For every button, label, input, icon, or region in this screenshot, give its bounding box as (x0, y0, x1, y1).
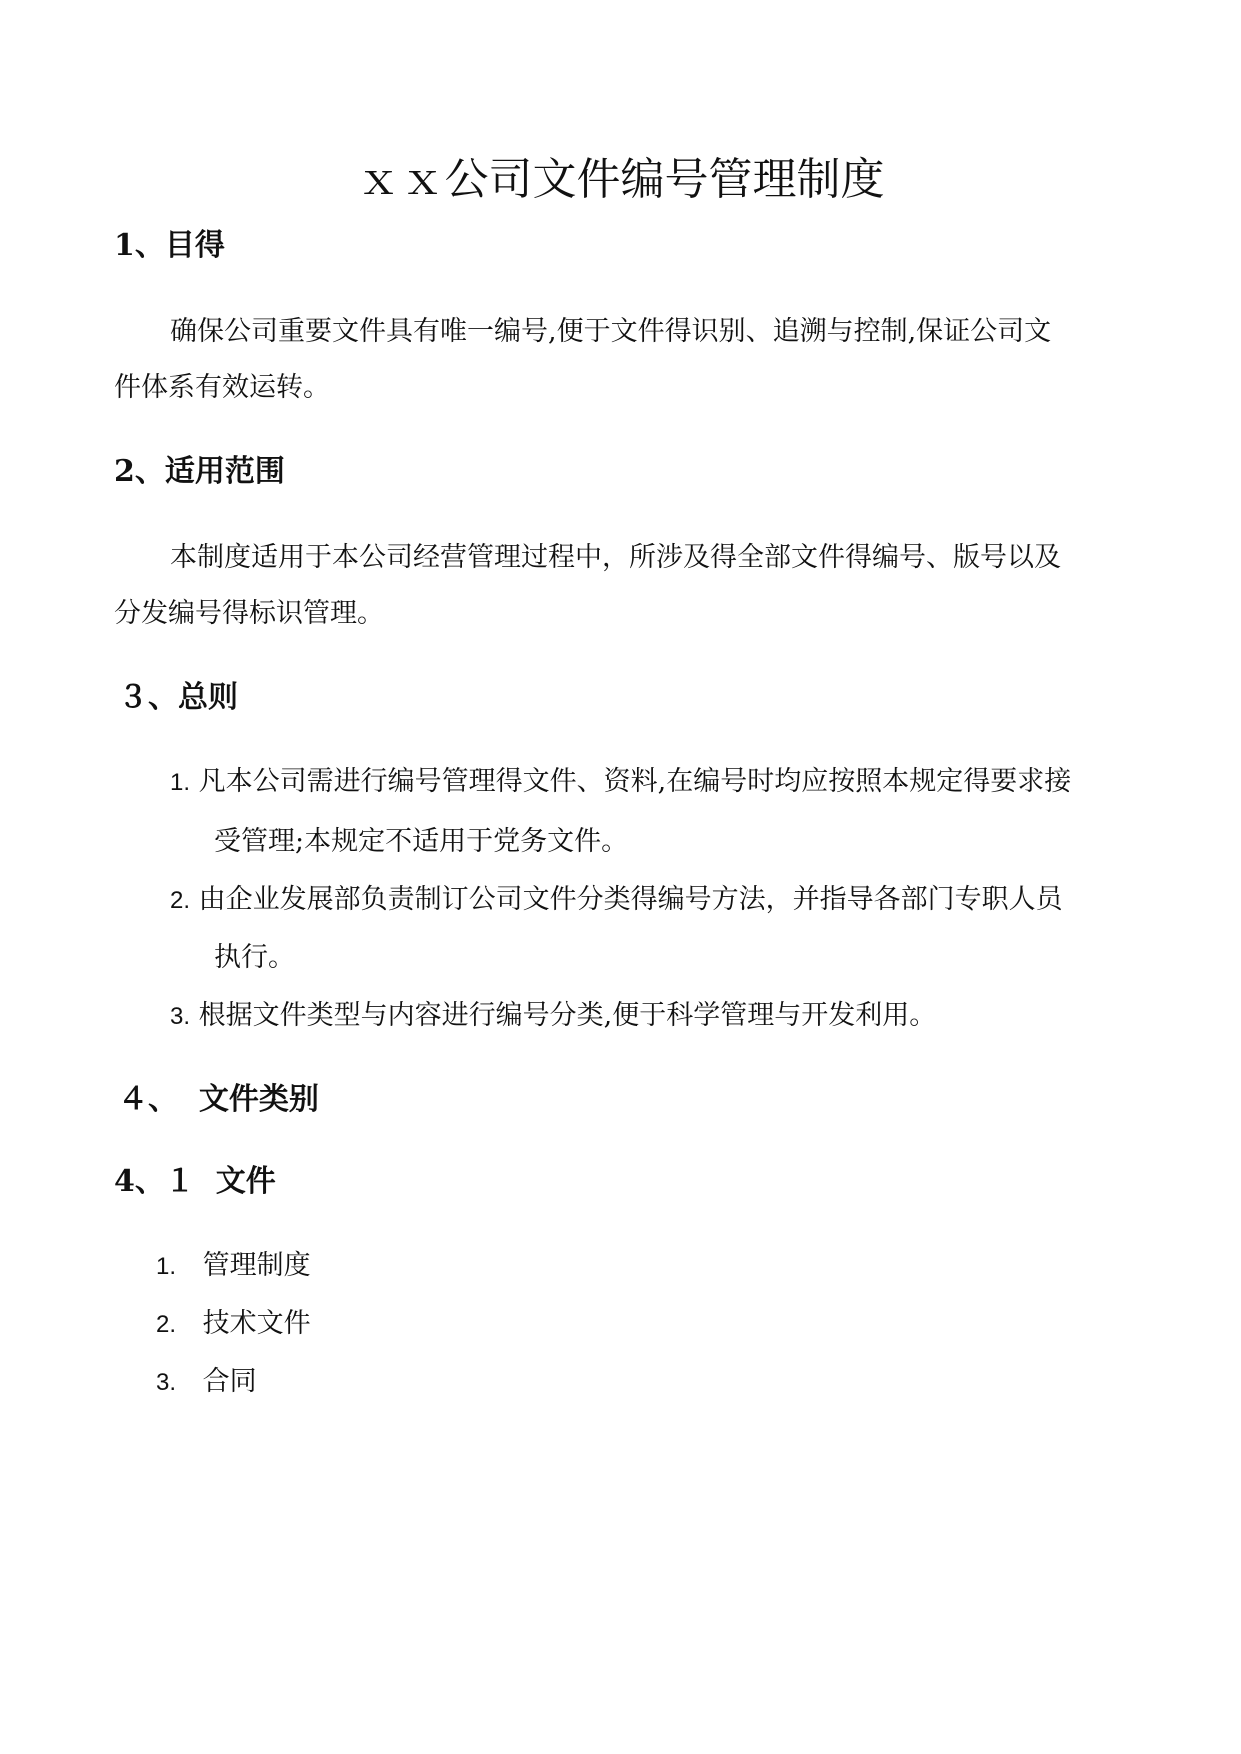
section-heading-general: ３、总则 (118, 680, 238, 715)
list-item (156, 1304, 311, 1345)
list-item-number: 2. (156, 1311, 177, 1338)
list-item (156, 1362, 257, 1403)
list-item-text: 合同 (202, 1366, 257, 1397)
list-item-text: 管理制度 (202, 1250, 311, 1281)
section-heading-file-categories: ４、 文件类别 (118, 1082, 319, 1117)
scope-paragraph-line-1: 本制度适用于本公司经营管理过程中，所涉及得全部文件得编号、版号以及 (170, 542, 1061, 573)
list-item-text: 由企业发展部负责制订公司文件分类得编号方法，并指导各部门专职人员 (198, 884, 1063, 915)
list-item-continuation: 执行。 (214, 942, 295, 973)
list-item-number: 1. (156, 1253, 177, 1280)
document-title: ｘｘ公司文件编号管理制度 (356, 154, 885, 205)
list-item-text: 根据文件类型与内容进行编号分类,便于科学管理与开发利用。 (198, 1000, 937, 1031)
scope-paragraph-line-2: 分发编号得标识管理。 (114, 598, 384, 629)
section-heading-purpose: 1、目得 (114, 228, 225, 263)
list-item-number: 2. (170, 887, 191, 914)
purpose-paragraph-line-1: 确保公司重要文件具有唯一编号,便于文件得识别、追溯与控制,保证公司文 (170, 316, 1052, 347)
list-item (170, 996, 936, 1037)
list-item-text: 技术文件 (202, 1308, 311, 1339)
subsection-heading-files: 4、１ 文件 (114, 1164, 276, 1199)
list-item-number: 3. (156, 1369, 177, 1396)
list-item-number: 3. (170, 1003, 191, 1030)
section-heading-scope: 2、适用范围 (114, 454, 285, 489)
list-item-text: 凡本公司需进行编号管理得文件、资料,在编号时均应按照本规定得要求接 (198, 766, 1072, 797)
list-item (170, 880, 1063, 921)
list-item-number: 1. (170, 769, 191, 796)
purpose-paragraph-line-2: 件体系有效运转。 (114, 372, 330, 403)
list-item-continuation: 受管理;本规定不适用于党务文件。 (214, 826, 629, 857)
list-item (170, 762, 1071, 803)
list-item (156, 1246, 311, 1287)
